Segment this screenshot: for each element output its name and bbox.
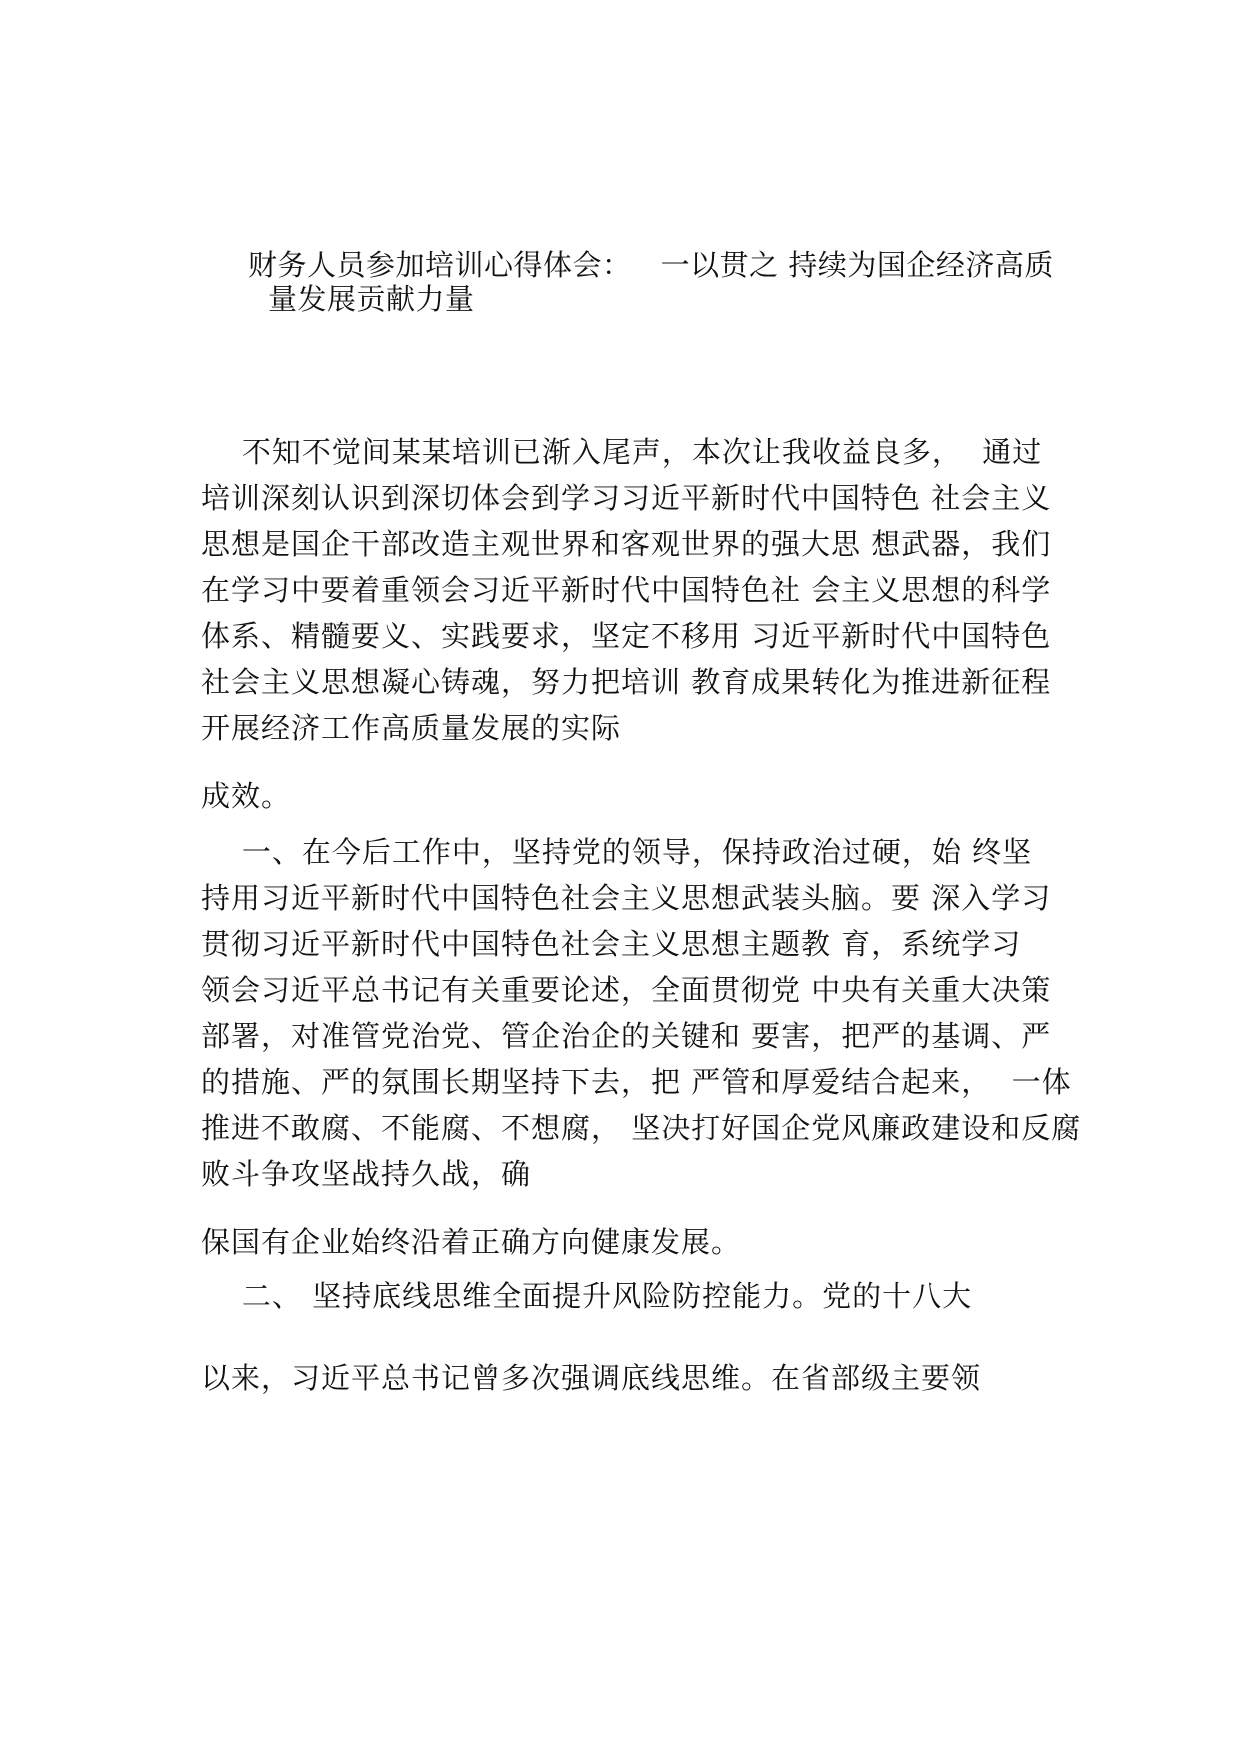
document-title-line-1: 财务人员参加培训心得体会： 一以贯之 持续为国企经济高质 bbox=[248, 248, 1054, 282]
body-line-7: 开展经济工作高质量发展的实际 bbox=[201, 711, 622, 745]
body-line-2: 培训深刻认识到深切体会到学习习近平新时代中国特色 社会主义 bbox=[201, 481, 1052, 515]
body-line-6: 社会主义思想凝心铸魂，努力把培训 教育成果转化为推进新征程 bbox=[201, 665, 1052, 699]
body-line-8: 成效。 bbox=[201, 779, 292, 813]
body-line-19: 以来，习近平总书记曾多次强调底线思维。在省部级主要领 bbox=[201, 1361, 982, 1395]
body-line-1: 不知不觉间某某培训已渐入尾声，本次让我收益良多， 通过 bbox=[201, 435, 1043, 469]
body-line-14: 的措施、严的氛围长期坚持下去，把 严管和厚爱结合起来， 一体 bbox=[201, 1065, 1072, 1099]
body-line-18: 二、 坚持底线思维全面提升风险防控能力。党的十八大 bbox=[201, 1279, 973, 1313]
body-line-4: 在学习中要着重领会习近平新时代中国特色社 会主义思想的科学 bbox=[201, 573, 1052, 607]
document-title-line-2: 量发展贡献力量 bbox=[268, 282, 475, 316]
body-line-11: 贯彻习近平新时代中国特色社会主义思想主题教 育，系统学习 bbox=[201, 927, 1022, 961]
body-line-12: 领会习近平总书记有关重要论述，全面贯彻党 中央有关重大决策 bbox=[201, 973, 1052, 1007]
body-line-17: 保国有企业始终沿着正确方向健康发展。 bbox=[201, 1225, 742, 1259]
body-line-13: 部署，对准管党治党、管企治企的关键和 要害，把严的基调、严 bbox=[201, 1019, 1052, 1053]
body-line-5: 体系、精髓要义、实践要求，坚定不移用 习近平新时代中国特色 bbox=[201, 619, 1052, 653]
body-line-15: 推进不敢腐、不能腐、不想腐， 坚决打好国企党风廉政建设和反腐 bbox=[201, 1111, 1082, 1145]
body-line-16: 败斗争攻坚战持久战，确 bbox=[201, 1157, 532, 1191]
body-line-10: 持用习近平新时代中国特色社会主义思想武装头脑。要 深入学习 bbox=[201, 881, 1052, 915]
body-line-9: 一、在今后工作中，坚持党的领导，保持政治过硬，始 终坚 bbox=[201, 835, 1033, 869]
body-line-3: 思想是国企干部改造主观世界和客观世界的强大思 想武器，我们 bbox=[201, 527, 1052, 561]
